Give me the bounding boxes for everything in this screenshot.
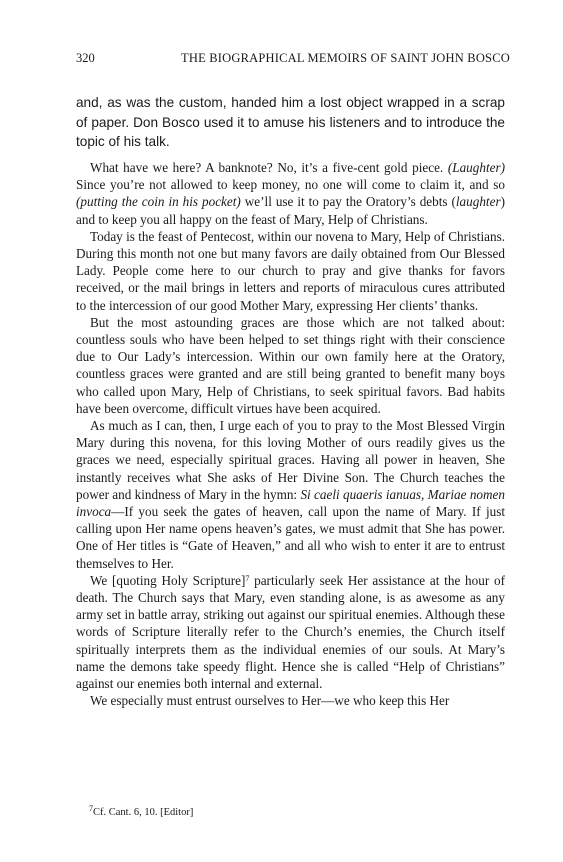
italic-text: (Laughter) xyxy=(447,160,505,175)
italic-text: Si caeli quaeris ianuas, Mariae nomen invoca xyxy=(76,486,505,520)
intro-paragraph: and, as was the custom, handed him a lost object wrapped in a scrap of paper. Don Bosco used it to amuse his listeners and to introduce the topic of his talk. xyxy=(76,95,505,149)
italic-text: laughter xyxy=(455,194,501,210)
talk-body xyxy=(76,159,505,710)
footnote-ref: 7 xyxy=(245,573,250,583)
text-run: we’ll use it to pay the Oratory’s debts ( xyxy=(240,194,456,210)
text-run: We [quoting Holy Scripture] xyxy=(90,572,246,588)
talk-paragraph xyxy=(76,572,505,692)
footnote-mark: 7 xyxy=(89,804,93,813)
talk-paragraph xyxy=(76,314,505,417)
text-run: particularly seek Her assistance at the hour of death. The Church says that Mary, even standing alone, is as awesome as any army set in battle array, striking out against our spiritual enemies. Although these words of Scripture literally refer to the Church’s enemies, the Church itself spiritually interprets them as the individual enemies of our souls. At Mary’s name the demons take speedy flight. Hence she is called “Help of Christians” against our enemies both internal and external. xyxy=(76,572,505,692)
talk-paragraph xyxy=(76,159,505,228)
talk-paragraph xyxy=(76,417,505,572)
text-run: Today is the feast of Pentecost, within our novena to Mary, Help of Christians. During this month not one but many favors are daily obtained from Our Blessed Lady. People come here to our church to pray and give thanks for favors received, or the mail brings in letters and reports of miraculous cures attributed to the intercession of our good Mother Mary, expressing Her clients’ thanks. xyxy=(76,228,505,313)
footnote-text: Cf. Cant. 6, 10. [Editor] xyxy=(93,807,194,818)
text-run: —If you seek the gates of heaven, call upon the name of Mary. If just calling upon Her name opens heaven’s gates, we must admit that She has power. One of Her titles is “Gate of Heaven,” and all who wish to enter it are to entrust themselves to Her. xyxy=(76,504,505,571)
talk-paragraph xyxy=(76,692,505,709)
page-header xyxy=(76,51,510,67)
text-run: Since you’re not allowed to keep money, no one will come to claim it, and so xyxy=(76,177,505,193)
talk-paragraph xyxy=(76,228,505,314)
text-run: We especially must entrust ourselves to Her—we who keep this Her xyxy=(90,693,450,709)
italic-text: (putting the coin in his pocket) xyxy=(76,194,241,210)
text-run: ) and to keep you all happy on the feast of Mary, Help of Christians. xyxy=(76,194,505,227)
running-title: THE BIOGRAPHICAL MEMOIRS OF SAINT JOHN BOSCO xyxy=(181,51,510,65)
text-run: As much as I can, then, I urge each of you to pray to the Most Blessed Virgin Mary during this novena, for this loving Mother of ours readily gives us the graces we need, especially spiritual graces. Having all power in heaven, She instantly receives what She asks of Her Divine Son. The Church teaches the power and kindness of Mary in the hymn: xyxy=(76,418,505,502)
text-run: But the most astounding graces are those which are not talked about: countless souls who have been helped to set things right with their conscience due to Our Lady’s intercession. Within our own family here at the Oratory, countless graces were granted and are still being granted to benefit many boys who called upon Mary, Help of Christians, to seek spiritual favors. Bad habits have been overcome, difficult virtues have been acquired. xyxy=(76,314,505,416)
text-run: What have we here? A banknote? No, it’s a five-cent gold piece. xyxy=(90,160,448,175)
footnote xyxy=(89,804,194,818)
page-number: 320 xyxy=(76,51,95,65)
